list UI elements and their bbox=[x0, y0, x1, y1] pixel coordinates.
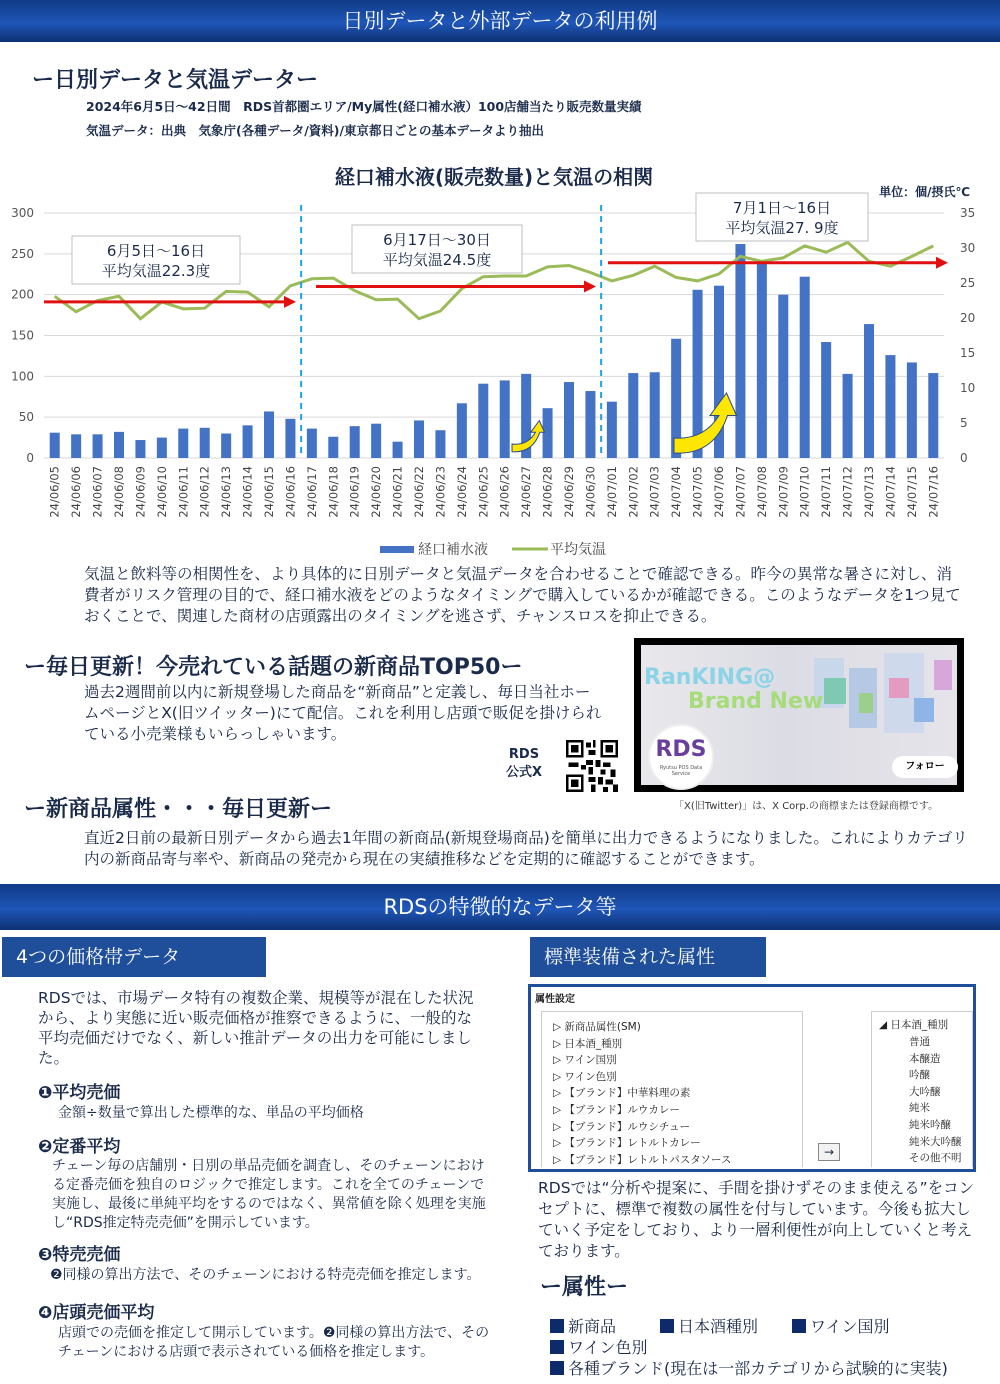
left-tick-label: 250 bbox=[11, 246, 34, 261]
bar bbox=[478, 384, 488, 458]
bar bbox=[778, 295, 788, 458]
bullet-square-icon bbox=[792, 1319, 806, 1333]
x-tick-label: 24/07/02 bbox=[626, 466, 641, 518]
bar bbox=[243, 425, 253, 458]
attr-left-item[interactable]: ▷ 【ブランド】ルウシチュー bbox=[553, 1120, 691, 1133]
x-tick-label: 24/06/29 bbox=[562, 466, 576, 518]
bar bbox=[928, 373, 938, 458]
x-tick-label: 24/07/03 bbox=[647, 466, 662, 518]
attr-right-item[interactable]: その他不明 bbox=[909, 1152, 962, 1165]
period-range: 7月1日～16日 bbox=[732, 199, 832, 217]
attr-list-label: 各種ブランド(現在は一部カテゴリから試験的に実装) bbox=[568, 1359, 948, 1378]
period-range: 6月5日～16日 bbox=[106, 242, 206, 260]
attr-list-label: ワイン色別 bbox=[568, 1338, 648, 1357]
x-tick-label: 24/06/09 bbox=[133, 466, 148, 518]
banner-title-line2: Brand New bbox=[688, 689, 824, 714]
x-tick-label: 24/06/14 bbox=[240, 466, 255, 518]
left-tick-label: 300 bbox=[11, 206, 34, 220]
bar bbox=[821, 342, 831, 458]
x-tick-label: 24/07/04 bbox=[669, 466, 684, 518]
attr-left-item[interactable]: ▷ 【ブランド】レトルトカレー bbox=[553, 1137, 701, 1150]
attr-list-label: 新商品 bbox=[568, 1317, 617, 1336]
x-tick-label: 24/07/15 bbox=[904, 466, 919, 518]
x-tick-label: 24/07/08 bbox=[754, 466, 769, 518]
bullet-square-icon bbox=[550, 1361, 564, 1375]
rds-logo bbox=[648, 724, 714, 790]
attr-left-item[interactable]: ▷ ワイン国別 bbox=[553, 1054, 617, 1067]
bar bbox=[800, 277, 810, 458]
bar bbox=[585, 391, 595, 458]
attr-right-item[interactable]: 純米大吟醸 bbox=[909, 1135, 962, 1148]
attr-right-item[interactable]: 純米 bbox=[909, 1102, 930, 1115]
bar bbox=[200, 428, 210, 458]
attr-tab: 標準装備された属性 bbox=[530, 937, 766, 977]
bar bbox=[885, 355, 895, 458]
attr-left-item[interactable]: ▷ 【ブランド】ルウカレー bbox=[553, 1104, 680, 1116]
attr-panel-title: 属性設定 bbox=[535, 994, 575, 1005]
bar bbox=[457, 403, 467, 458]
bar bbox=[757, 262, 767, 458]
period-average: 平均気温27. 9度 bbox=[725, 219, 839, 237]
attr-left-item[interactable]: ▷ 【ブランド】レトルトパスタソース bbox=[553, 1153, 732, 1166]
right-tick-label: 10 bbox=[960, 381, 976, 395]
follow-button[interactable]: フォロー bbox=[892, 756, 958, 778]
bar bbox=[50, 433, 60, 458]
bar bbox=[864, 324, 874, 458]
ranking-description: 過去2週間前以内に新規登場した商品を“新商品”と定義し、毎日当社ホームページとX(旧ツイッター)にて配信。これを利用し店頭で販促を掛けられている小売業様もいらっしゃいます。 bbox=[84, 683, 602, 743]
trademark-note: 「X(旧Twitter)」は、X Corp.の商標または登録商標です。 bbox=[674, 801, 939, 812]
move-arrow-button[interactable]: → bbox=[818, 1143, 840, 1161]
left-tick-label: 150 bbox=[11, 328, 34, 343]
attr-settings-panel bbox=[528, 984, 976, 1172]
banner-title bbox=[644, 666, 823, 714]
x-tick-label: 24/06/22 bbox=[412, 466, 426, 518]
left-tick-label: 0 bbox=[26, 451, 34, 465]
bar bbox=[285, 419, 295, 458]
arrow-head-icon bbox=[584, 281, 596, 293]
x-tick-label: 24/07/01 bbox=[604, 466, 619, 518]
attr-list-item bbox=[792, 1314, 890, 1337]
chart-description: 気温と飲料等の相関性を、より具体的に日別データと気温データを合わせることで確認できる。昨今の異常な暑さに対し、消費者がリスク管理の目的で、経口補水液をどのようなタイミングで購入しているかが確認できる。このようなデータを1つ見ておくことで、関連した商材の店頭露出のタイミングを逃さず、チャンスロスを抑止できる。 bbox=[84, 565, 961, 625]
arrow-head-icon bbox=[936, 257, 948, 269]
chart-title: 経口補水液(販売数量)と気温の相関 bbox=[334, 165, 654, 189]
attr-right-item[interactable]: 普通 bbox=[909, 1036, 930, 1048]
bar bbox=[93, 434, 103, 458]
bullet-square-icon bbox=[660, 1319, 674, 1333]
attr-left-item[interactable]: ▷ 新商品属性(SM) bbox=[553, 1021, 641, 1033]
section-title-new-product-attr: ー新商品属性・・・毎日更新ー bbox=[24, 797, 333, 822]
attr-right-item[interactable]: 吟醸 bbox=[909, 1069, 930, 1082]
x-tick-label: 24/06/11 bbox=[176, 466, 191, 518]
x-tick-label: 24/06/08 bbox=[112, 466, 126, 518]
x-tick-label: 24/06/20 bbox=[369, 466, 384, 518]
x-tick-label: 24/07/13 bbox=[862, 466, 876, 518]
rds-logo-subtext: Ryutsu POS Data Service bbox=[659, 765, 703, 777]
official-x-label: 公式X bbox=[506, 765, 543, 780]
attr-list-item bbox=[550, 1335, 648, 1358]
x-tick-label: 24/07/09 bbox=[776, 466, 791, 518]
attr-list-item bbox=[550, 1314, 616, 1337]
x-tick-label: 24/06/23 bbox=[433, 466, 448, 518]
left-tick-label: 50 bbox=[18, 410, 34, 425]
attr-right-item[interactable]: 大吟醸 bbox=[909, 1085, 941, 1098]
x-tick-label: 24/06/13 bbox=[219, 466, 234, 518]
bar bbox=[414, 420, 424, 458]
bar bbox=[543, 408, 553, 458]
price-item-3-title: ❸特売売価 bbox=[38, 1245, 121, 1265]
x-tick-label: 24/06/17 bbox=[304, 466, 319, 518]
attr-left-item[interactable]: ▷ 日本酒_種別 bbox=[553, 1037, 623, 1050]
banner-title-line1: RanKING@ bbox=[644, 665, 776, 690]
x-tick-label: 24/07/11 bbox=[819, 466, 834, 518]
top-banner: 日別データと外部データの利用例 bbox=[0, 0, 1000, 42]
bar bbox=[607, 402, 617, 458]
bullet-square-icon bbox=[550, 1319, 564, 1333]
x-tick-label: 24/07/10 bbox=[797, 466, 812, 518]
attr-section-title: ー属性ー bbox=[540, 1275, 629, 1300]
price-item-3-text: ❷同様の算出方法で、そのチェーンにおける特売売価を推定します。 bbox=[50, 1267, 481, 1283]
bar bbox=[178, 429, 188, 458]
right-tick-label: 30 bbox=[960, 241, 976, 255]
bullet-square-icon bbox=[550, 1340, 564, 1354]
price-intro: RDSでは、市場データ特有の複数企業、規模等が混在した状況から、より実態に近い販売価格が推察できるように、一般的な平均売価だけでなく、新しい推計データの出力を可能にしました。 bbox=[38, 989, 474, 1067]
attr-list-item bbox=[550, 1356, 948, 1379]
x-tick-label: 24/06/26 bbox=[497, 466, 512, 518]
right-tick-label: 5 bbox=[960, 416, 968, 430]
bar bbox=[328, 437, 338, 458]
price-item-1-title: ❶平均売価 bbox=[38, 1083, 121, 1103]
bar bbox=[435, 430, 445, 458]
right-tick-label: 20 bbox=[960, 311, 976, 325]
bar bbox=[264, 411, 274, 458]
right-tick-label: 35 bbox=[960, 206, 976, 220]
x-tick-label: 24/06/06 bbox=[69, 466, 84, 518]
ranking-banner[interactable] bbox=[634, 638, 964, 792]
x-tick-label: 24/07/07 bbox=[733, 466, 748, 518]
new-product-attr-description: 直近2日前の最新日別データから過去1年間の新商品(新規登場商品)を簡単に出力できるようになりました。これによりカテゴリ内の新商品寄与率や、新商品の発売から現在の実績推移などを定期的に確認することができます。 bbox=[84, 829, 968, 868]
legend-line-label: 平均気温 bbox=[550, 542, 606, 558]
x-tick-label: 24/06/28 bbox=[540, 466, 555, 518]
x-tick-label: 24/07/14 bbox=[883, 466, 898, 518]
bar bbox=[114, 432, 124, 458]
right-tick-label: 0 bbox=[960, 451, 968, 465]
period-range: 6月17日～30日 bbox=[383, 231, 491, 249]
rds-x-label bbox=[506, 746, 542, 782]
attr-list-item bbox=[660, 1314, 758, 1337]
x-tick-label: 24/06/27 bbox=[519, 466, 534, 518]
period-average: 平均気温24.5度 bbox=[382, 251, 492, 269]
legend-bar-label: 経口補水液 bbox=[418, 542, 488, 558]
rds-logo-text: RDS bbox=[655, 737, 707, 762]
qr-code-icon[interactable] bbox=[566, 740, 618, 792]
period-average: 平均気温22.3度 bbox=[101, 262, 211, 280]
data-source: 気温データ：出典 気象庁(各種データ/資料)/東京都日ごとの基本データより抽出 bbox=[86, 123, 545, 138]
price-item-1-text: 金額÷数量で算出した標準的な、単品の平均価格 bbox=[58, 1105, 364, 1121]
bar bbox=[350, 426, 360, 458]
legend-bar-swatch bbox=[380, 546, 414, 553]
left-tick-label: 200 bbox=[11, 287, 34, 302]
bar bbox=[393, 442, 403, 458]
price-tab: 4つの価格帯データ bbox=[2, 937, 266, 977]
attr-left-item[interactable]: ▷ ワイン色別 bbox=[553, 1070, 617, 1083]
x-tick-label: 24/06/12 bbox=[197, 466, 212, 518]
price-item-2-title: ❷定番平均 bbox=[38, 1137, 121, 1157]
bar bbox=[907, 362, 917, 458]
x-tick-label: 24/06/05 bbox=[47, 466, 62, 518]
right-tick-label: 15 bbox=[960, 346, 976, 360]
bar bbox=[500, 380, 510, 458]
attr-list-label: 日本酒種別 bbox=[678, 1317, 759, 1336]
data-description: 2024年6月5日～42日間 RDS首都圏エリア/My属性(経口補水液）100店舗当たり販売数量実績 bbox=[86, 99, 642, 114]
attr-description: RDSでは“分析や提案に、手間を掛けずそのまま使える”をコンセプトに、標準で複数の属性を付与しています。今後も拡大していく予定をしており、より一層利便性が向上していくと考えております。 bbox=[538, 1179, 975, 1260]
attr-right-head[interactable]: ◢ 日本酒_種別 bbox=[879, 1019, 949, 1031]
bar bbox=[157, 438, 167, 458]
bar bbox=[628, 373, 638, 458]
rising-arrow-icon bbox=[674, 393, 737, 453]
x-tick-label: 24/06/18 bbox=[326, 466, 341, 518]
x-tick-label: 24/07/16 bbox=[926, 466, 941, 518]
bar bbox=[371, 424, 381, 458]
left-tick-label: 100 bbox=[11, 369, 34, 384]
x-tick-label: 24/06/16 bbox=[283, 466, 298, 518]
features-banner: RDSの特徴的なデータ等 bbox=[0, 884, 1000, 930]
attr-right-item[interactable]: 純米吟醸 bbox=[909, 1119, 951, 1131]
price-item-2-text: チェーン毎の店舗別・日別の単品売価を調査し、そのチェーンにおける定番売価を独自のロジックで推定します。これを全てのチェーンで実施し、最後に単純平均をするのではなく、異常値を除く処理を実施し“RDS推定特売売価”を開示しています。 bbox=[52, 1158, 486, 1231]
section-title-weather: ー日別データと気温データー bbox=[32, 68, 319, 93]
x-tick-label: 24/06/30 bbox=[583, 466, 598, 518]
bar bbox=[307, 429, 317, 458]
bar bbox=[843, 374, 853, 458]
x-tick-label: 24/07/12 bbox=[840, 466, 855, 518]
price-item-4-title: ❹店頭売価平均 bbox=[38, 1303, 155, 1323]
attr-right-item[interactable]: 本醸造 bbox=[909, 1052, 941, 1065]
x-tick-label: 24/07/06 bbox=[712, 466, 726, 518]
x-tick-label: 24/06/25 bbox=[476, 466, 491, 518]
x-tick-label: 24/06/10 bbox=[154, 466, 169, 518]
bar bbox=[735, 244, 745, 458]
bar bbox=[221, 434, 231, 459]
x-tick-label: 24/06/21 bbox=[390, 466, 405, 518]
x-tick-label: 24/06/19 bbox=[347, 466, 362, 518]
correlation-chart bbox=[0, 150, 1000, 570]
bar bbox=[564, 382, 574, 458]
price-item-4-text: 店頭での売価を推定して開示しています。❷同様の算出方法で、そのチェーンにおける店頭で表示されている価格を推定します。 bbox=[58, 1325, 490, 1360]
x-tick-label: 24/06/07 bbox=[90, 466, 105, 518]
section-title-ranking: ー毎日更新！今売れている話題の新商品TOP50ー bbox=[24, 655, 523, 680]
bar bbox=[71, 434, 81, 458]
attr-left-item[interactable]: ▷ 【ブランド】中華料理の素 bbox=[553, 1087, 691, 1100]
right-tick-label: 25 bbox=[960, 276, 976, 290]
x-tick-label: 24/07/05 bbox=[690, 466, 705, 518]
attr-list-label: ワイン国別 bbox=[810, 1317, 890, 1336]
arrow-head-icon bbox=[284, 296, 296, 308]
x-tick-label: 24/06/24 bbox=[454, 466, 469, 518]
rds-label: RDS bbox=[508, 747, 540, 762]
bar bbox=[650, 372, 660, 458]
x-tick-label: 24/06/15 bbox=[262, 466, 276, 518]
chart-unit: 単位：個/摂氏℃ bbox=[879, 185, 970, 199]
bar bbox=[135, 440, 145, 458]
